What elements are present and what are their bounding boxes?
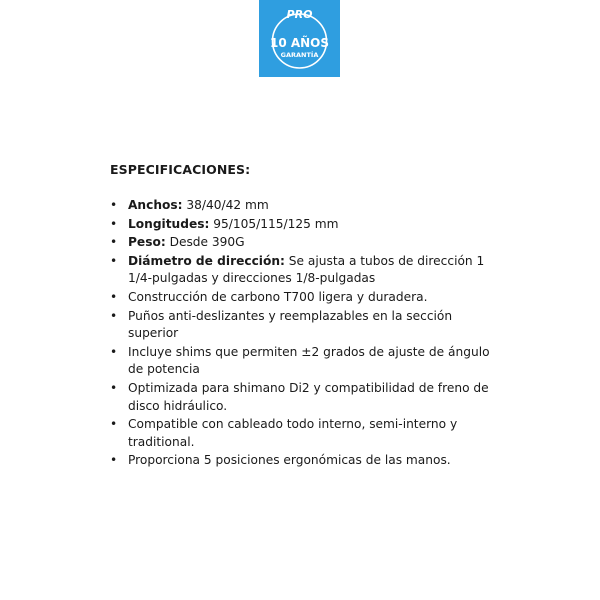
- bullet-icon: •: [110, 308, 118, 323]
- specifications-section: [110, 162, 500, 471]
- specifications-heading: ESPECIFICACIONES:: [110, 162, 251, 177]
- spec-list-item: [110, 416, 500, 451]
- bullet-icon: •: [110, 344, 118, 359]
- spec-text: Puños anti-deslizantes y reemplazables en la sección superior: [128, 308, 453, 341]
- spec-list-item: [110, 289, 500, 307]
- bullet-icon: •: [110, 253, 118, 268]
- spec-label: Anchos:: [128, 198, 183, 212]
- spec-list-item: [110, 197, 500, 215]
- spec-list-item: [110, 253, 500, 288]
- spec-text: Proporciona 5 posiciones ergonómicas de las manos.: [128, 453, 451, 468]
- spec-list-item: [110, 380, 500, 415]
- bullet-icon: •: [110, 216, 118, 231]
- spec-label: Peso:: [128, 235, 166, 250]
- bullet-icon: •: [110, 235, 118, 250]
- spec-text: Compatible con cableado todo interno, semi-interno y traditional.: [128, 417, 458, 449]
- spec-list-item: [110, 344, 500, 379]
- spec-text: Construcción de carbono T700 ligera y duradera.: [128, 289, 428, 304]
- spec-text: 95/105/115/125 mm: [209, 216, 339, 231]
- specifications-list: [110, 197, 500, 470]
- spec-text: Incluye shims que permiten ±2 grados de ajuste de ángulo de potencia: [128, 344, 490, 377]
- spec-list-item: [110, 234, 500, 252]
- bullet-icon: •: [110, 453, 118, 468]
- warranty-badge-logo: [259, 0, 340, 77]
- warranty-seal-icon: [259, 0, 340, 77]
- spec-list-item: [110, 216, 500, 234]
- spec-label: Diámetro de dirección:: [128, 253, 285, 268]
- spec-text: Se ajusta a tubos de dirección 1 1/4-pulgadas y direcciones 1/8-pulgadas: [128, 253, 485, 286]
- bullet-icon: •: [110, 289, 118, 304]
- spec-list-item: [110, 452, 500, 470]
- logo-years-text: 10 AÑOS: [269, 36, 330, 50]
- spec-text: Optimizada para shimano Di2 y compatibilidad de freno de disco hidráulico.: [128, 380, 489, 413]
- spec-list-item: [110, 308, 500, 343]
- spec-text: Desde 390G: [165, 235, 245, 250]
- bullet-icon: •: [110, 380, 118, 395]
- bullet-icon: •: [110, 198, 118, 212]
- logo-brand-text: PRO: [286, 8, 313, 21]
- spec-label: Longitudes:: [128, 216, 210, 231]
- logo-warranty-text: GARANTÍA: [280, 51, 319, 59]
- spec-text: 38/40/42 mm: [182, 198, 269, 212]
- bullet-icon: •: [110, 417, 118, 432]
